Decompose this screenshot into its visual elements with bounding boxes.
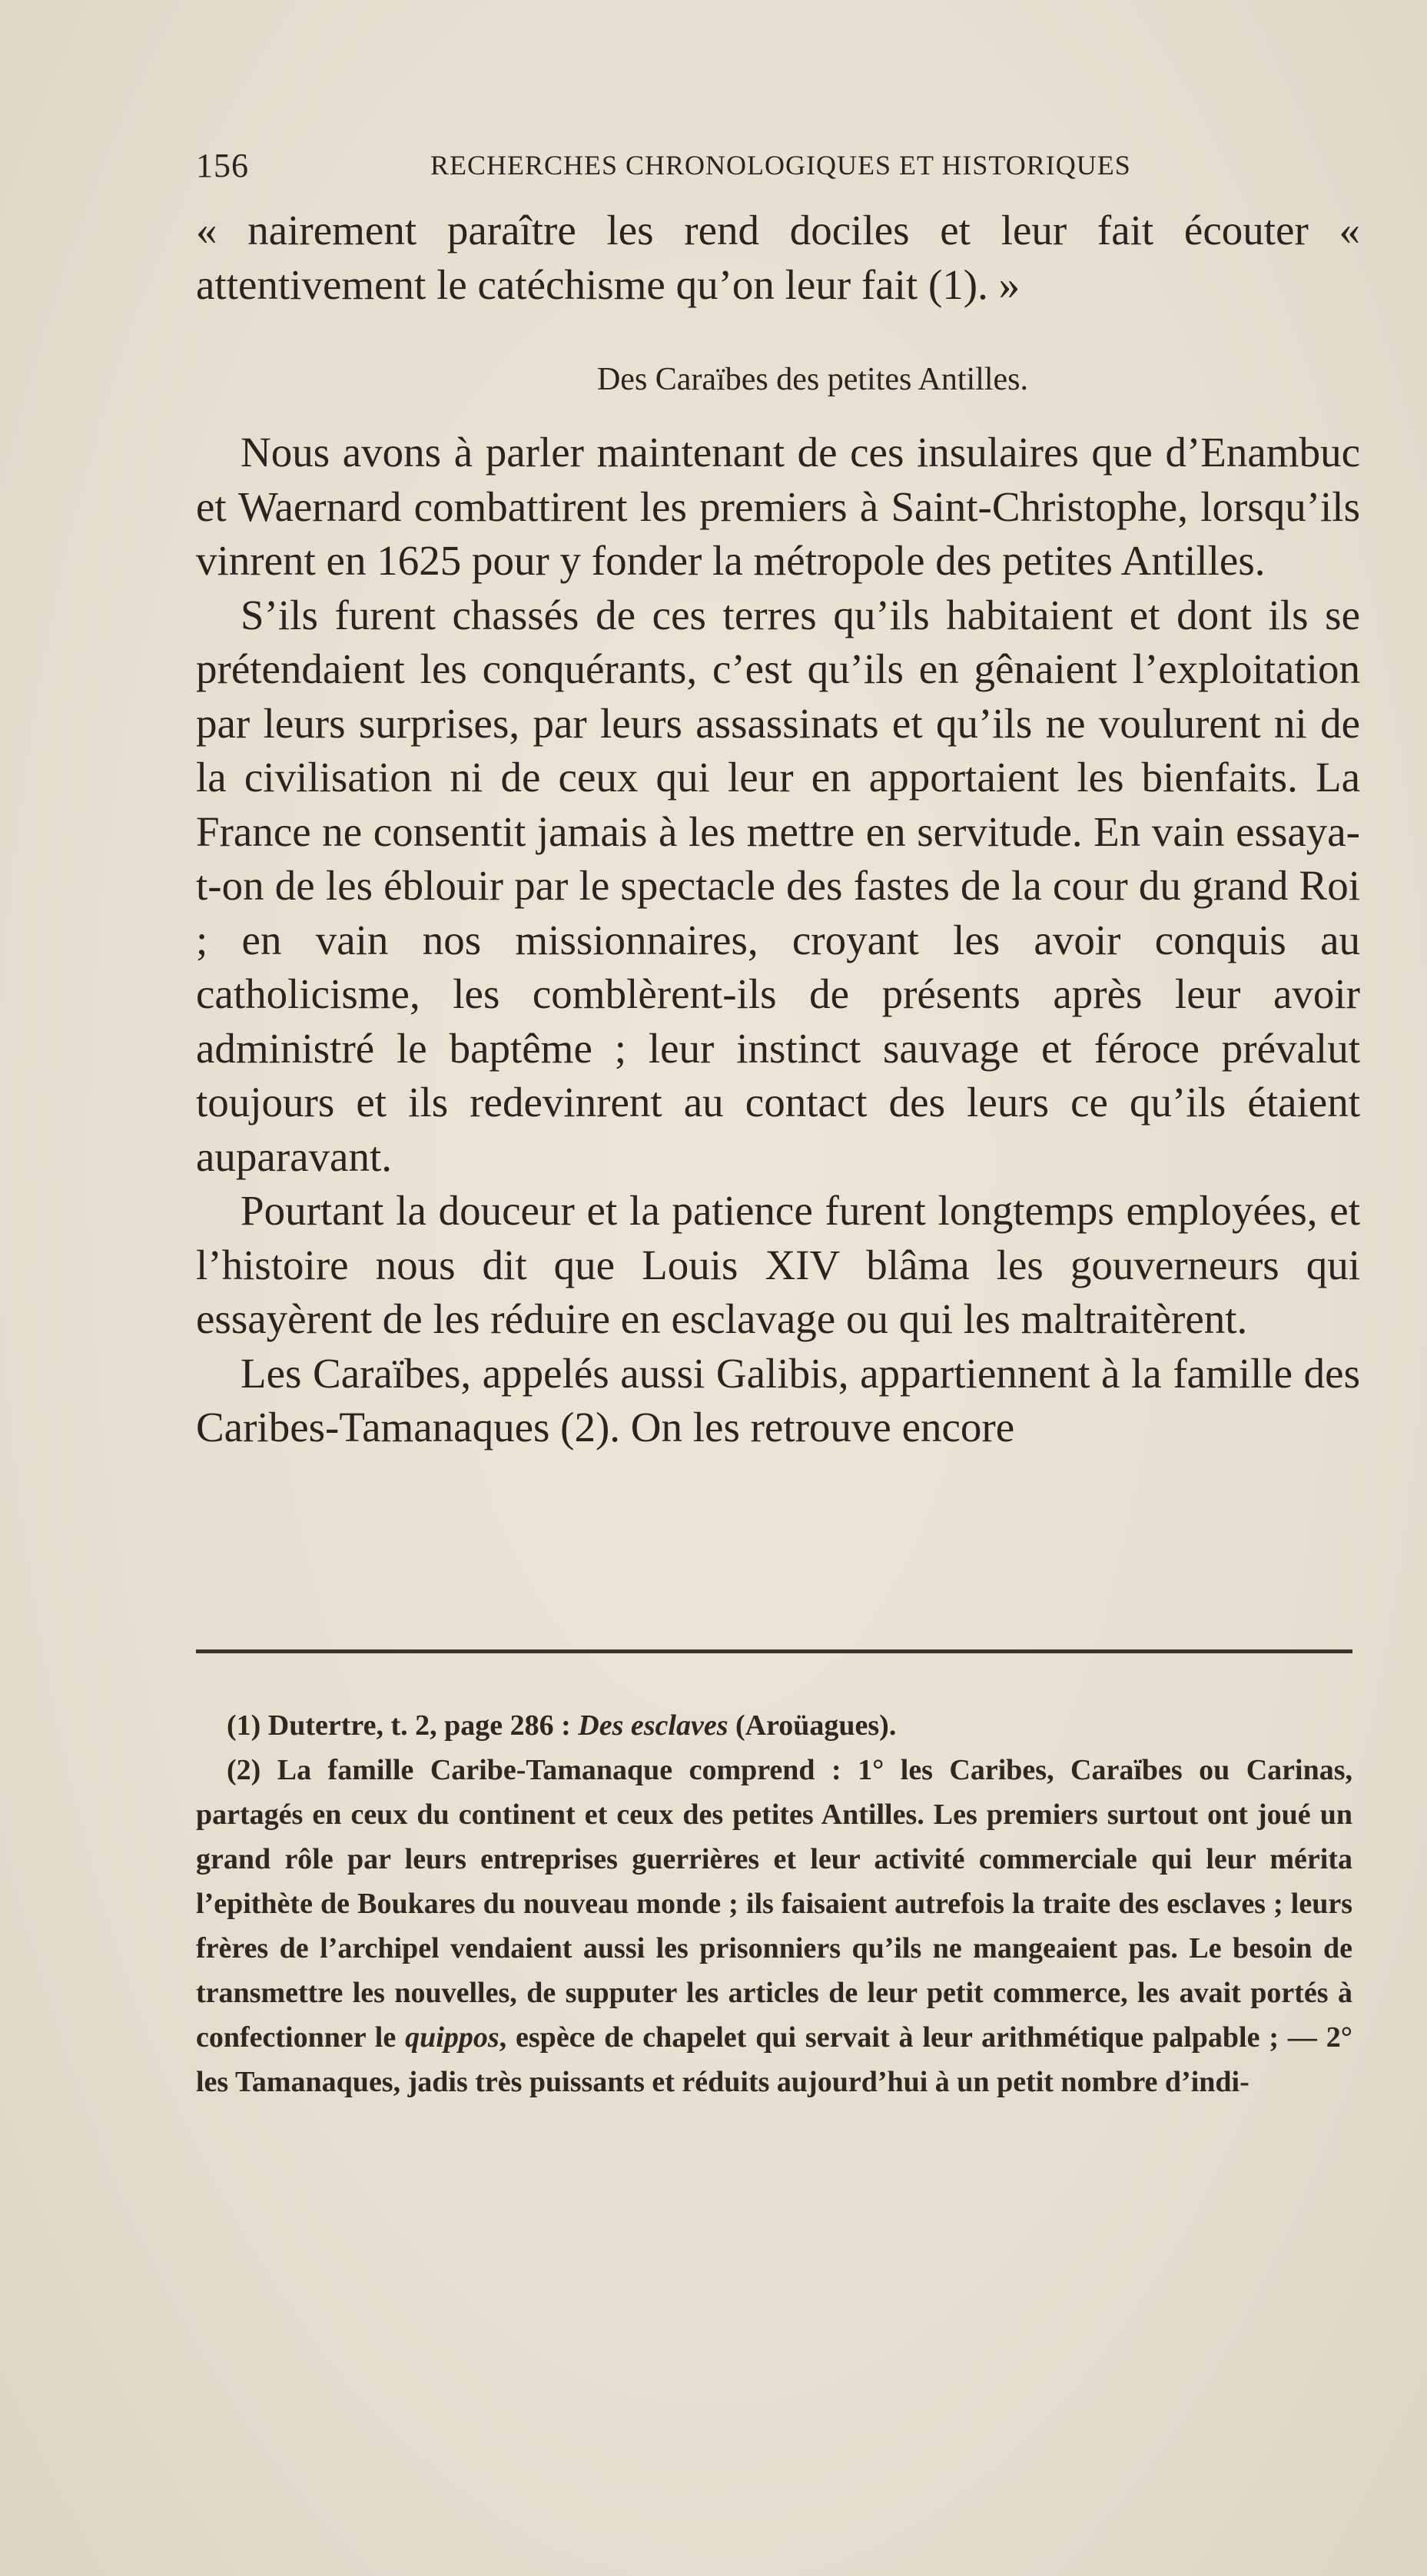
paragraph: S’ils furent chassés de ces terres qu’ils habitaient et dont ils se prétendaient les conquérants, c’est qu’ils en gênaient l’exploitation par leurs surprises, par leurs assassinats et qu’ils ne voulurent ni de la civilisation ni de ceux qui leur en apportaient les bienfaits. La France ne consentit jamais à les mettre en servitude. En vain essaya-t-on de les éblouir par le spectacle des fastes de la cour du grand Roi ; en vain nos missionnaires, croyant les avoir conquis au catholicisme, les comblèrent-ils de présents après leur avoir administré le baptême ; leur instinct sauvage et féroce prévalut toujours et ils redevinrent au contact des leurs ce qu’ils étaient auparavant. bbox=[196, 591, 1360, 1180]
footnote-2-term: quippos bbox=[405, 2021, 499, 2054]
paragraph: Pourtant la douceur et la patience furent longtemps employées, et l’histoire nous dit que Louis XIV blâma les gouverneurs qui essayèrent de les réduire en esclavage ou qui les maltraitèrent. bbox=[196, 1187, 1360, 1342]
footnote-rule bbox=[196, 1649, 1352, 1653]
continuation-paragraph: « nairement paraître les rend dociles et leur fait écouter « attentivement le catéchisme qu’on leur fait (1). » bbox=[196, 207, 1360, 308]
page-number: 156 bbox=[196, 147, 249, 184]
running-head: RECHERCHES CHRONOLOGIQUES ET HISTORIQUES bbox=[430, 150, 1131, 181]
main-text bbox=[196, 204, 1360, 1455]
paragraph: Nous avons à parler maintenant de ces insulaires que d’Enambuc et Waernard combattirent les premiers à Saint-Christophe, lorsqu’ils vinrent en 1625 pour y fonder la métropole des petites Antilles. bbox=[196, 429, 1360, 584]
footnote-1 bbox=[196, 1703, 1352, 1748]
footnote-1-lead: (1) Dutertre, t. 2, page 286 : bbox=[227, 1709, 579, 1742]
footnote-2-lead: (2) La famille Caribe-Tamanaque comprend : 1° les Caribes, Caraïbes ou Carinas, partagés en ceux du continent et ceux des petites Antilles. Les premiers surtout ont joué un grand rôle par leurs entreprises guerrières et leur activité commerciale qui leur mérita l’epithète de Boukares du nouveau monde ; ils faisaient autrefois la traite des esclaves ; leurs frères de l’archipel vendaient aussi les prisonniers qu’ils ne mangeaient pas. Le besoin de transmettre les nouvelles, de supputer les articles de leur petit commerce, les avait portés à confectionner le bbox=[196, 1754, 1352, 2054]
footnotes bbox=[196, 1703, 1352, 2104]
footnote-1-title: Des esclaves bbox=[578, 1709, 728, 1742]
paragraph: Les Caraïbes, appelés aussi Galibis, appartiennent à la famille des Caribes-Tamanaques (2). On les retrouve encore bbox=[196, 1349, 1360, 1450]
footnote-2-tail: , espèce de chapelet qui servait à leur arithmétique palpable ; — 2° les Tamanaques, jadis très puissants et réduits aujourd’hui à un petit nombre d’indi- bbox=[196, 2021, 1352, 2098]
footnote-2 bbox=[196, 1748, 1352, 2104]
footnote-1-tail: (Aroüagues). bbox=[728, 1709, 897, 1742]
section-title: Des Caraïbes des petites Antilles. bbox=[596, 362, 1029, 397]
page-header bbox=[196, 146, 1233, 184]
